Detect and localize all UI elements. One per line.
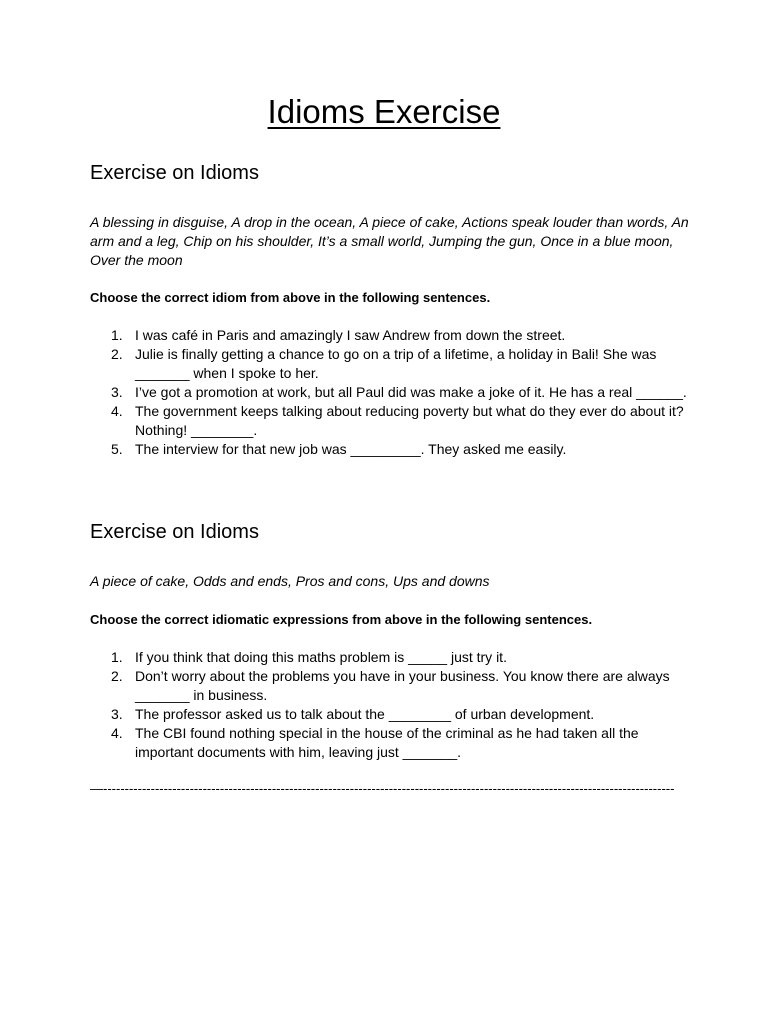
section-heading: Exercise on Idioms [90, 162, 259, 184]
question-number: 1. [111, 327, 123, 343]
question-text: Julie is finally getting a chance to go on a trip of a lifetime, a holiday in Bali! She was _______ when I spoke to her. [135, 346, 657, 381]
question-text: The interview for that new job was _________. They asked me easily. [135, 441, 567, 457]
question-number: 1. [111, 649, 123, 665]
list-item [90, 440, 690, 459]
list-item [90, 705, 690, 724]
question-text: If you think that doing this maths problem is _____ just try it. [135, 649, 507, 665]
question-number: 5. [111, 441, 123, 457]
list-item [90, 326, 690, 345]
question-list [90, 648, 690, 762]
list-item [90, 667, 690, 705]
list-item [90, 345, 690, 383]
dashed-divider: —------------------------------------------------------------------------------------------------------------------------------------ [90, 781, 675, 796]
list-item [90, 648, 690, 667]
question-number: 4. [111, 725, 123, 741]
question-number: 2. [111, 346, 123, 362]
exercise-instruction: Choose the correct idiomatic expressions from above in the following sentences. [90, 612, 593, 627]
list-item [90, 724, 690, 762]
question-number: 4. [111, 403, 123, 419]
document-title: Idioms Exercise [267, 93, 501, 130]
idiom-word-bank: A piece of cake, Odds and ends, Pros and cons, Ups and downs [90, 573, 490, 589]
question-text: I’ve got a promotion at work, but all Paul did was make a joke of it. He has a real ______. [135, 384, 687, 400]
question-number: 3. [111, 706, 123, 722]
question-text: Don’t worry about the problems you have in your business. You know there are always _______ in business. [135, 668, 670, 703]
question-text: I was café in Paris and amazingly I saw Andrew from down the street. [135, 327, 566, 343]
list-item [90, 402, 690, 440]
idiom-word-bank: A blessing in disguise, A drop in the ocean, A piece of cake, Actions speak louder than words, An arm and a leg, Chip on his shoulder, It’s a small world, Jumping the gun, Once in a blue moon, Over the moon [90, 214, 689, 268]
exercise-instruction: Choose the correct idiom from above in the following sentences. [90, 290, 491, 305]
question-text: The CBI found nothing special in the house of the criminal as he had taken all the important documents with him, leaving just _______. [135, 725, 639, 760]
question-list [90, 326, 690, 459]
question-number: 3. [111, 384, 123, 400]
section-heading: Exercise on Idioms [90, 521, 259, 543]
question-text: The professor asked us to talk about the ________ of urban development. [135, 706, 595, 722]
list-item [90, 383, 690, 402]
question-number: 2. [111, 668, 123, 684]
question-text: The government keeps talking about reducing poverty but what do they ever do about it? Nothing! ________. [135, 403, 684, 438]
